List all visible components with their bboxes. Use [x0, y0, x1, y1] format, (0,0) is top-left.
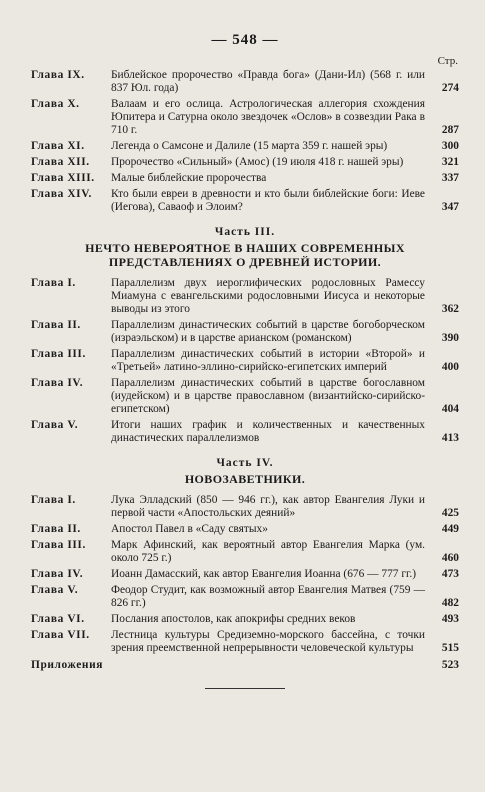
part-title: НОВОЗАВЕТНИКИ.: [184, 472, 306, 486]
chapter-label: Глава I.: [31, 277, 76, 289]
chapter-label: Глава I.: [31, 494, 76, 506]
chapter-page: 493: [441, 613, 459, 625]
appendix-label: Приложения: [31, 659, 104, 671]
toc-entry: [31, 584, 459, 610]
part-heading: Часть III.: [214, 226, 276, 238]
chapter-title: Пророчество «Сильный» (Амос) (19 июля 418 г. нашей эры): [111, 156, 404, 168]
closing-rule: [205, 688, 285, 689]
chapter-title: Лестница культуры Средиземно-морского бассейна, с точки зрения преемственной непрерывности человеческой культуры: [111, 629, 425, 654]
toc-entry: [31, 539, 459, 565]
chapter-label: Глава II.: [31, 319, 81, 331]
toc-entry: [31, 156, 459, 169]
chapter-page: 425: [441, 507, 459, 519]
chapter-title: Кто были евреи в древности и кто были библейские боги: Иеве (Иегова), Саваоф и Элоим?: [111, 188, 425, 213]
chapter-label: Глава IV.: [31, 568, 84, 580]
chapter-title: Апостол Павел в «Саду святых»: [111, 523, 268, 535]
chapter-title: Параллелизм династических событий в истории «Второй» и «Третьей» латино-эллино-сирийско-египетских империй: [111, 348, 425, 373]
chapter-label: Глава IV.: [31, 377, 84, 389]
chapter-label: Глава II.: [31, 523, 81, 535]
chapter-label: Глава XII.: [31, 156, 90, 168]
chapter-label: Глава V.: [31, 419, 79, 431]
chapter-page: 449: [441, 523, 459, 535]
chapter-page: 515: [441, 642, 459, 654]
chapter-page: 460: [441, 552, 459, 564]
chapter-title: Феодор Студит, как возможный автор Евангелия Матвея (759 — 826 гг.): [111, 584, 425, 609]
part-title: НЕЧТО НЕВЕРОЯТНОЕ В НАШИХ СОВРЕМЕННЫХ ПРЕДСТАВЛЕНИЯХ О ДРЕВНЕЙ ИСТОРИИ.: [85, 241, 405, 269]
chapter-title: Лука Элладский (850 — 946 гг.), как автор Евангелия Луки и первой части «Апостольских деяний»: [111, 494, 425, 519]
chapter-page: 300: [441, 140, 459, 152]
chapter-title: Параллелизм династических событий в царстве богоборческом (израэльском) и в царстве арианском (романском): [111, 319, 425, 344]
chapter-label: Глава III.: [31, 539, 86, 551]
chapter-page: 337: [441, 172, 459, 184]
chapter-title: Параллелизм двух иероглифических родословных Рамессу Миамуна с евангельскими родословными Иисуса и некоторые выводы из этого: [111, 277, 425, 315]
toc-entry: [31, 419, 459, 445]
toc-entry: [31, 69, 459, 95]
chapter-page: 473: [441, 568, 459, 580]
chapter-page: 274: [441, 82, 459, 94]
chapter-page: 362: [441, 303, 459, 315]
chapter-label: Глава X.: [31, 98, 80, 110]
chapter-label: Глава VII.: [31, 629, 90, 641]
toc-entry: [31, 98, 459, 137]
toc-block-part4: [31, 494, 459, 655]
toc-entry: [31, 629, 459, 655]
chapter-page: 321: [441, 156, 459, 168]
chapter-label: Глава III.: [31, 348, 86, 360]
chapter-page: 390: [441, 332, 459, 344]
chapter-label: Глава IX.: [31, 69, 85, 81]
chapter-page: 287: [441, 124, 459, 136]
toc-entry: [31, 277, 459, 316]
toc-block-part3: [31, 277, 459, 445]
appendix-leader: [111, 659, 425, 672]
chapter-title: Итоги наших график и количественных и качественных династических параллелизмов: [111, 419, 425, 444]
toc-entry: [31, 377, 459, 416]
chapter-title: Библейское пророчество «Правда бога» (Дани-Ил) (568 г. или 837 Юл. года): [111, 69, 425, 94]
toc-entry: [31, 188, 459, 214]
toc-entry: [31, 348, 459, 374]
toc-entry: [31, 523, 459, 536]
chapter-label: Глава XI.: [31, 140, 85, 152]
chapter-page: 482: [441, 597, 459, 609]
chapter-page: 404: [441, 403, 459, 415]
page-column-header: Стр.: [437, 55, 458, 67]
chapter-label: Глава XIV.: [31, 188, 93, 200]
part-heading: Часть IV.: [216, 457, 274, 469]
chapter-title: Малые библейские пророчества: [111, 172, 267, 184]
page-number: — 548 —: [211, 32, 279, 48]
chapter-title: Послания апостолов, как апокрифы средних веков: [111, 613, 356, 625]
appendix-entry: [31, 659, 459, 672]
chapter-title: Иоанн Дамасский, как автор Евангелия Иоанна (676 — 777 гг.): [111, 568, 417, 580]
toc-entry: [31, 613, 459, 626]
chapter-title: Марк Афинский, как вероятный автор Евангелия Марка (ум. около 725 г.): [111, 539, 425, 564]
chapter-title: Валаам и его ослица. Астрологическая аллегория схождения Юпитера и Сатурна около звездочек «Ослов» в созвездии Рака в 710 г.: [111, 98, 425, 136]
toc-entry: [31, 319, 459, 345]
chapter-label: Глава XIII.: [31, 172, 95, 184]
toc-block-1: [31, 69, 459, 214]
chapter-title: Легенда о Самсоне и Далиле (15 марта 359 г. нашей эры): [111, 140, 388, 152]
chapter-title: Параллелизм династических событий в царстве богославном (иудейском) и в царстве православном (византийско-сирийско-египетском): [111, 377, 425, 415]
chapter-label: Глава VI.: [31, 613, 85, 625]
toc-entry: [31, 494, 459, 520]
appendix-page: 523: [441, 659, 459, 671]
chapter-page: 400: [441, 361, 459, 373]
chapter-page: 347: [441, 201, 459, 213]
chapter-label: Глава V.: [31, 584, 79, 596]
toc-entry: [31, 140, 459, 153]
toc-entry: [31, 172, 459, 185]
chapter-page: 413: [441, 432, 459, 444]
toc-entry: [31, 568, 459, 581]
